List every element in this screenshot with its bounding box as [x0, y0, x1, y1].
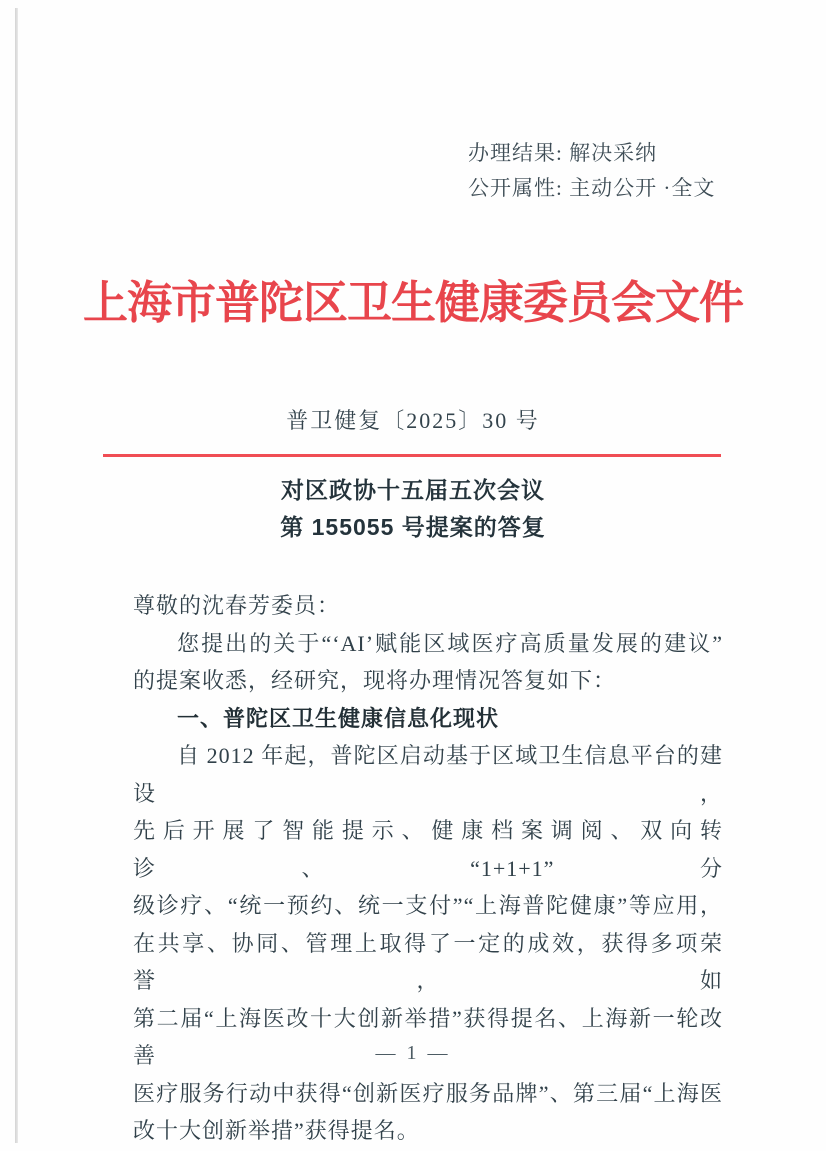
body-line: 您提出的关于“‘AI’赋能区域医疗高质量发展的建议”	[177, 630, 723, 656]
scan-edge	[15, 8, 18, 1143]
page-number: — 1 —	[375, 1042, 451, 1064]
handling-result-line: 办理结果: 解决采纳	[468, 141, 658, 165]
body-line: 先后开展了智能提示、健康档案调阅、双向转诊、“1+1+1”分	[133, 818, 723, 881]
salutation: 尊敬的沈春芳委员：	[133, 593, 341, 618]
body-line: 改十大创新举措”获得提名。	[133, 1118, 420, 1143]
body-line: 在共享、协同、管理上取得了一定的成效，获得多项荣誉，如	[133, 930, 723, 993]
body-text	[133, 587, 723, 1150]
section-heading: 一、普陀区卫生健康信息化现状	[177, 705, 500, 731]
body-line: 自 2012 年起，普陀区启动基于区域卫生信息平台的建设，	[133, 743, 723, 806]
body-line: 的提案收悉，经研究，现将办理情况答复如下：	[133, 668, 617, 693]
subject-line-2: 第 155055 号提案的答复	[280, 514, 546, 540]
meta-block	[468, 136, 715, 206]
document-subject	[0, 472, 826, 546]
subject-line-1: 对区政协十五届五次会议	[281, 477, 545, 503]
body-line: 医疗服务行动中获得“创新医疗服务品牌”、第三届“上海医	[133, 1080, 723, 1106]
publicity-attribute-line: 公开属性: 主动公开 ·全文	[468, 176, 716, 200]
red-divider-rule	[103, 454, 721, 457]
body-line: 第二届“上海医改十大创新举措”获得提名、上海新一轮改善	[133, 1005, 723, 1068]
document-number: 普卫健复〔2025〕30 号	[286, 408, 540, 433]
organization-title: 上海市普陀区卫生健康委员会文件	[82, 277, 743, 328]
body-line: 级诊疗、“统一预约、统一支付”“上海普陀健康”等应用，	[133, 893, 723, 918]
